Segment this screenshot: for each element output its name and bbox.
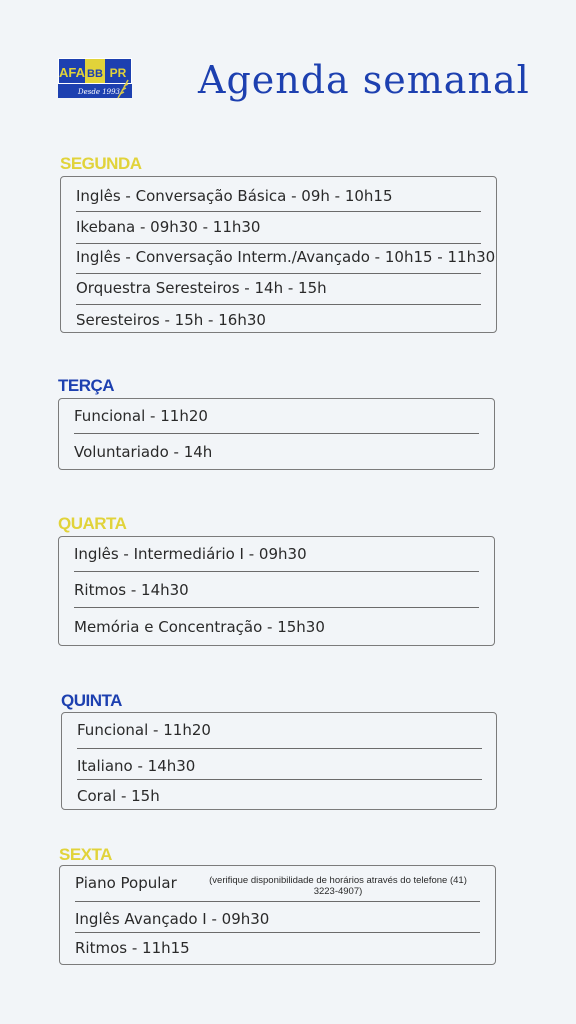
day-label-segunda: SEGUNDA [60, 154, 142, 173]
logo-text-pr: PR [109, 66, 127, 80]
page-title: Agenda semanal [198, 58, 530, 102]
divider [77, 779, 482, 780]
divider [76, 304, 481, 305]
divider [77, 748, 482, 749]
list-item: Ikebana - 09h30 - 11h30 [76, 218, 261, 236]
list-item: Piano Popular [75, 874, 177, 892]
list-item: Seresteiros - 15h - 16h30 [76, 311, 266, 329]
list-item: Italiano - 14h30 [77, 757, 196, 775]
schedule-box-quinta [61, 712, 497, 810]
day-label-terca: TERÇA [58, 376, 115, 395]
schedule-box-sexta [59, 865, 496, 965]
list-item: Funcional - 11h20 [77, 721, 211, 739]
day-label-quinta: QUINTA [61, 691, 122, 710]
divider [76, 211, 481, 212]
list-item: Orquestra Seresteiros - 14h - 15h [76, 279, 327, 297]
list-item: Inglês - Conversação Interm./Avançado - 10h15 - 11h30 [76, 248, 496, 266]
divider [75, 901, 480, 902]
divider [74, 433, 479, 434]
divider [76, 273, 481, 274]
day-label-sexta: SEXTA [59, 845, 112, 864]
logo-text-afa: AFA [59, 65, 85, 80]
divider [74, 571, 479, 572]
list-item: Inglês Avançado I - 09h30 [75, 910, 270, 928]
divider [75, 932, 480, 933]
list-item: Inglês - Conversação Básica - 09h - 10h15 [76, 187, 393, 205]
list-item: Memória e Concentração - 15h30 [74, 618, 325, 636]
list-item: Funcional - 11h20 [74, 407, 208, 425]
list-item: Ritmos - 11h15 [75, 939, 190, 957]
divider [76, 243, 481, 244]
list-item: Coral - 15h [77, 787, 160, 805]
list-item: Inglês - Intermediário I - 09h30 [74, 545, 307, 563]
logo-tagline: Desde 1993 [78, 88, 121, 96]
list-item: Voluntariado - 14h [74, 443, 213, 461]
logo-text-bb: BB [87, 68, 103, 80]
schedule-box-segunda [60, 176, 497, 333]
logo [58, 58, 132, 100]
list-item: Ritmos - 14h30 [74, 581, 189, 599]
schedule-box-quarta [58, 536, 495, 646]
availability-note: (verifique disponibilidade de horários através do telefone (41) 3223-4907) [209, 875, 467, 897]
day-label-quarta: QUARTA [58, 514, 127, 533]
schedule-box-terca [58, 398, 495, 470]
divider [74, 607, 479, 608]
